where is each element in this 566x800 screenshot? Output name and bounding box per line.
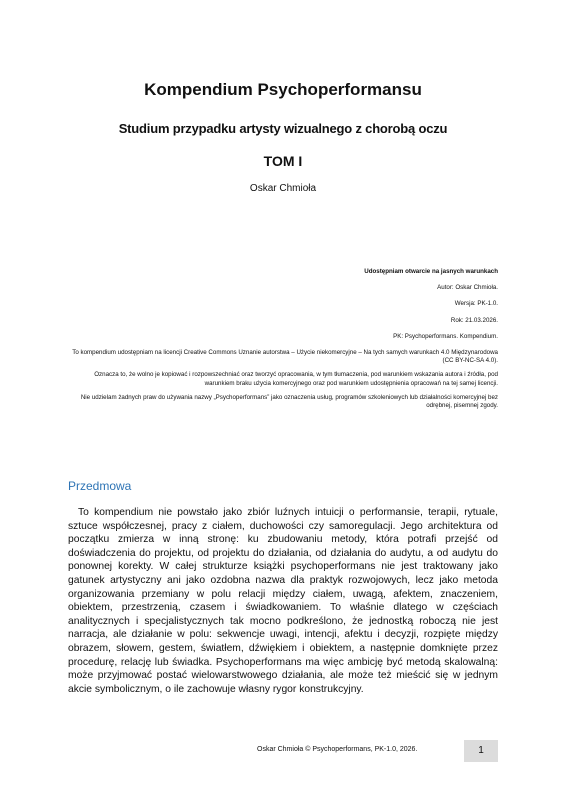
document-title: Kompendium Psychoperformansu: [144, 80, 422, 99]
preface-body: To kompendium nie powstało jako zbiór luźnych intuicji o performansie, terapii, rytuale, sztuce współczesnej, pracy z ciałem, duchowości czy samoregulacji. Jego architektura od początku zmierza w inną stronę: ku zbudowaniu metody, która potrafi przejść od doświadczenia do projektu, od projektu do działania, od działania do audytu, a od audytu do ponownej korekty. W całej strukturze książki psychoperformans nie jest traktowany jako gatunek artystyczny ani jako ozdobna nazwa dla praktyk rozwojowych, lecz jako metoda organizowania przemiany w polu relacji między ciałem, uwagą, afektem, znaczeniem, obiektem, przestrzenią, czasem i świadkowaniem. To właśnie dlatego w częściach analitycznych i specjalistycznych tak mocno podkreślono, że jednostką roboczą nie jest narracja, ale działanie w polu: sekwencje uwagi, intencji, afektu i decyzji, rozpięte między obrazem, słowem, gestem, światłem, dźwiękiem i obiektem, a następnie domknięte przez procedurę, relację lub świadka. Psychoperformans ma więc ambicję być metodą skalowalną: może przyjmować postać wielowarstwowego działania, ale może też mieścić się w jednym akcie symbolicznym, o ile zachowuje własny rygor konstrukcyjny.: [68, 507, 498, 695]
volume-label: TOM I: [263, 153, 303, 169]
license-rights-paragraph: Nie udzielam żadnych praw do używania nazwy „Psychoperformans” jako oznaczenia usług, programów szkoleniowych lub działalności komercyjnej bez odrębnej, pisemnej zgody.: [80, 393, 498, 410]
license-heading: Udostępniam otwarcie na jasnych warunkach: [364, 268, 498, 275]
license-block: [70, 268, 498, 416]
preface-heading: Przedmowa: [68, 479, 132, 493]
license-author: Autor: Oskar Chmioła.: [437, 284, 498, 292]
license-version: Wersja: PK-1.0.: [454, 300, 498, 308]
author-name: Oskar Chmioła: [249, 183, 317, 194]
document-subtitle: Studium przypadku artysty wizualnego z chorobą oczu: [118, 121, 448, 136]
license-cc-paragraph: To kompendium udostępniam na licencji Creative Commons Uznanie autorstwa – Użycie niekomercyjne – Na tych samych warunkach 4.0 Międzynarodowa (CC BY-NC-SA 4.0).: [72, 349, 498, 365]
page-number: 1: [464, 740, 498, 762]
license-pk: PK: Psychoperformans. Kompendium.: [393, 332, 498, 340]
license-year: Rok: 21.03.2026.: [450, 316, 498, 324]
footer-text: Oskar Chmioła © Psychoperformans, PK-1.0, 2026.: [257, 746, 418, 753]
license-meaning-paragraph: Oznacza to, że wolno je kopiować i rozpowszechniać oraz tworzyć opracowania, w tym tłumaczenia, pod warunkiem wskazania autora i źródła, pod warunkiem braku użycia komercyjnego oraz pod warunkiem udostępnienia opracowań na tej samej licencji.: [94, 371, 498, 387]
